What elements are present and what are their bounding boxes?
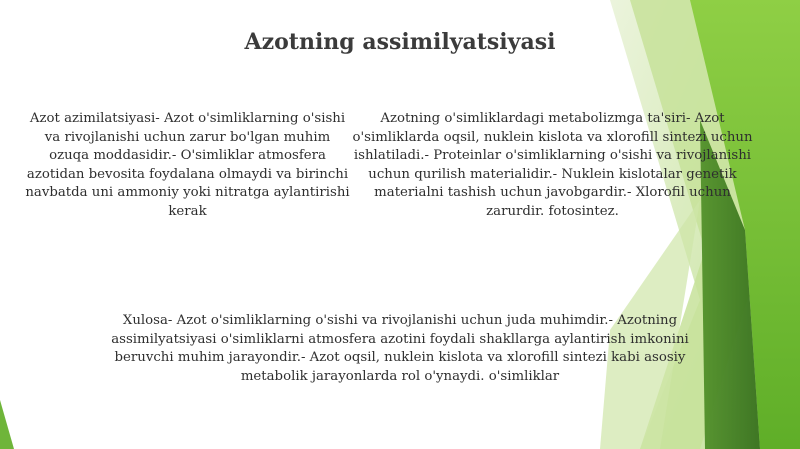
left-edge-sliver bbox=[0, 400, 14, 449]
right-text-block: Azotning o'simliklardagi metabolizmga ta'siri- Azot o'simliklarda oqsil, nuklein kislota va xlorofill sintezi uchun ishlatiladi.- Proteinlar o'simliklarning o'sishi va rivojlanishi uchun qurilish materialidir.- Nuklein kislotalar genetik materialni tashish uchun javobgardir.- Xlorofil uchun zarurdir. fotosintez. bbox=[352, 111, 753, 219]
conclusion-text-block: Xulosa- Azot o'simliklarning o'sishi va rivojlanishi uchun juda muhimdir.- Azotning assimilyatsiyasi o'simliklarni atmosfera azotini foydali shakllarga aylantirish imkonini beruvchi muhim jarayondir.- Azot oqsil, nuklein kislota va xlorofill sintezi kabi asosiy metabolik jarayonlarda rol o'ynaydi. o'simliklar bbox=[111, 313, 689, 384]
page-title: Azotning assimilyatsiyasi bbox=[244, 29, 556, 55]
left-text-block: Azot azimilatsiyasi- Azot o'simliklarning o'sishi va rivojlanishi uchun zarur bo'lgan muhim ozuqa moddasidir.- O'simliklar atmosfera azotidan bevosita foydalana olmaydi va birinchi navbatda uni ammoniy yoki nitratga aylantirishi kerak bbox=[25, 111, 350, 219]
